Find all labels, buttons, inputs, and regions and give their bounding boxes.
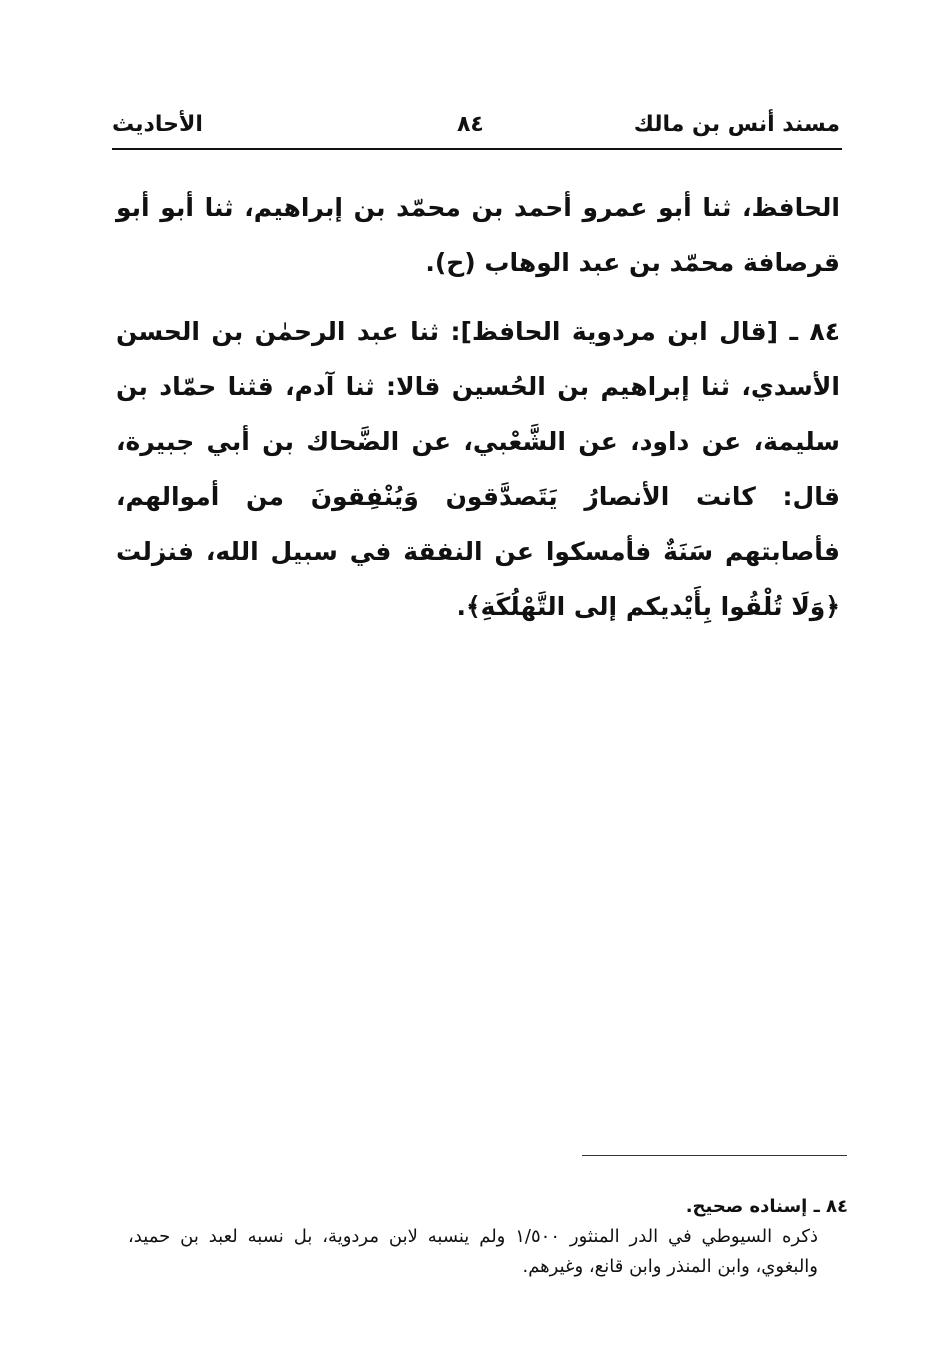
footnotes <box>128 1192 848 1282</box>
footnote-divider <box>582 1155 847 1156</box>
book-title: مسند أنس بن مالك <box>633 112 840 137</box>
footnote-84-text: ذكره السيوطي في الدر المنثور ١/٥٠٠ ولم ينسبه لابن مردوية، بل نسبه لعبد بن حميد، والبغوي، وابن المنذر وابن قانع، وغيرهم. <box>128 1226 819 1277</box>
main-text <box>116 180 840 634</box>
header-divider <box>112 148 842 150</box>
page-number: ٨٤ <box>457 112 484 137</box>
page-header <box>112 112 840 152</box>
footnote-84-heading: ٨٤ ـ إسناده صحيح. <box>685 1196 848 1217</box>
paragraph-continuation: الحافظ، ثنا أبو عمرو أحمد بن محمّد بن إبراهيم، ثنا أبو أبو قرصافة محمّد بن عبد الوهاب (ح). <box>116 193 840 277</box>
section-title: الأحاديث <box>112 112 203 137</box>
hadith-84: ٨٤ ـ [قال ابن مردوية الحافظ]: ثنا عبد الرحمٰن بن الحسن الأسدي، ثنا إبراهيم بن الحُسين قالا: ثنا آدم، قثنا حمّاد بن سليمة، عن داود، عن الشَّعْبي، عن الضَّحاك بن أبي جبيرة، قال: كانت الأنصارُ يَتَصدَّقون وَيُنْفِقونَ من أموالهم، فأصابتهم سَنَةٌ فأمسكوا عن النفقة في سبيل الله، فنزلت ﴿وَلَا تُلْقُوا بِأَيْديكم إلى التَّهْلُكَةِ﴾. <box>116 317 840 621</box>
